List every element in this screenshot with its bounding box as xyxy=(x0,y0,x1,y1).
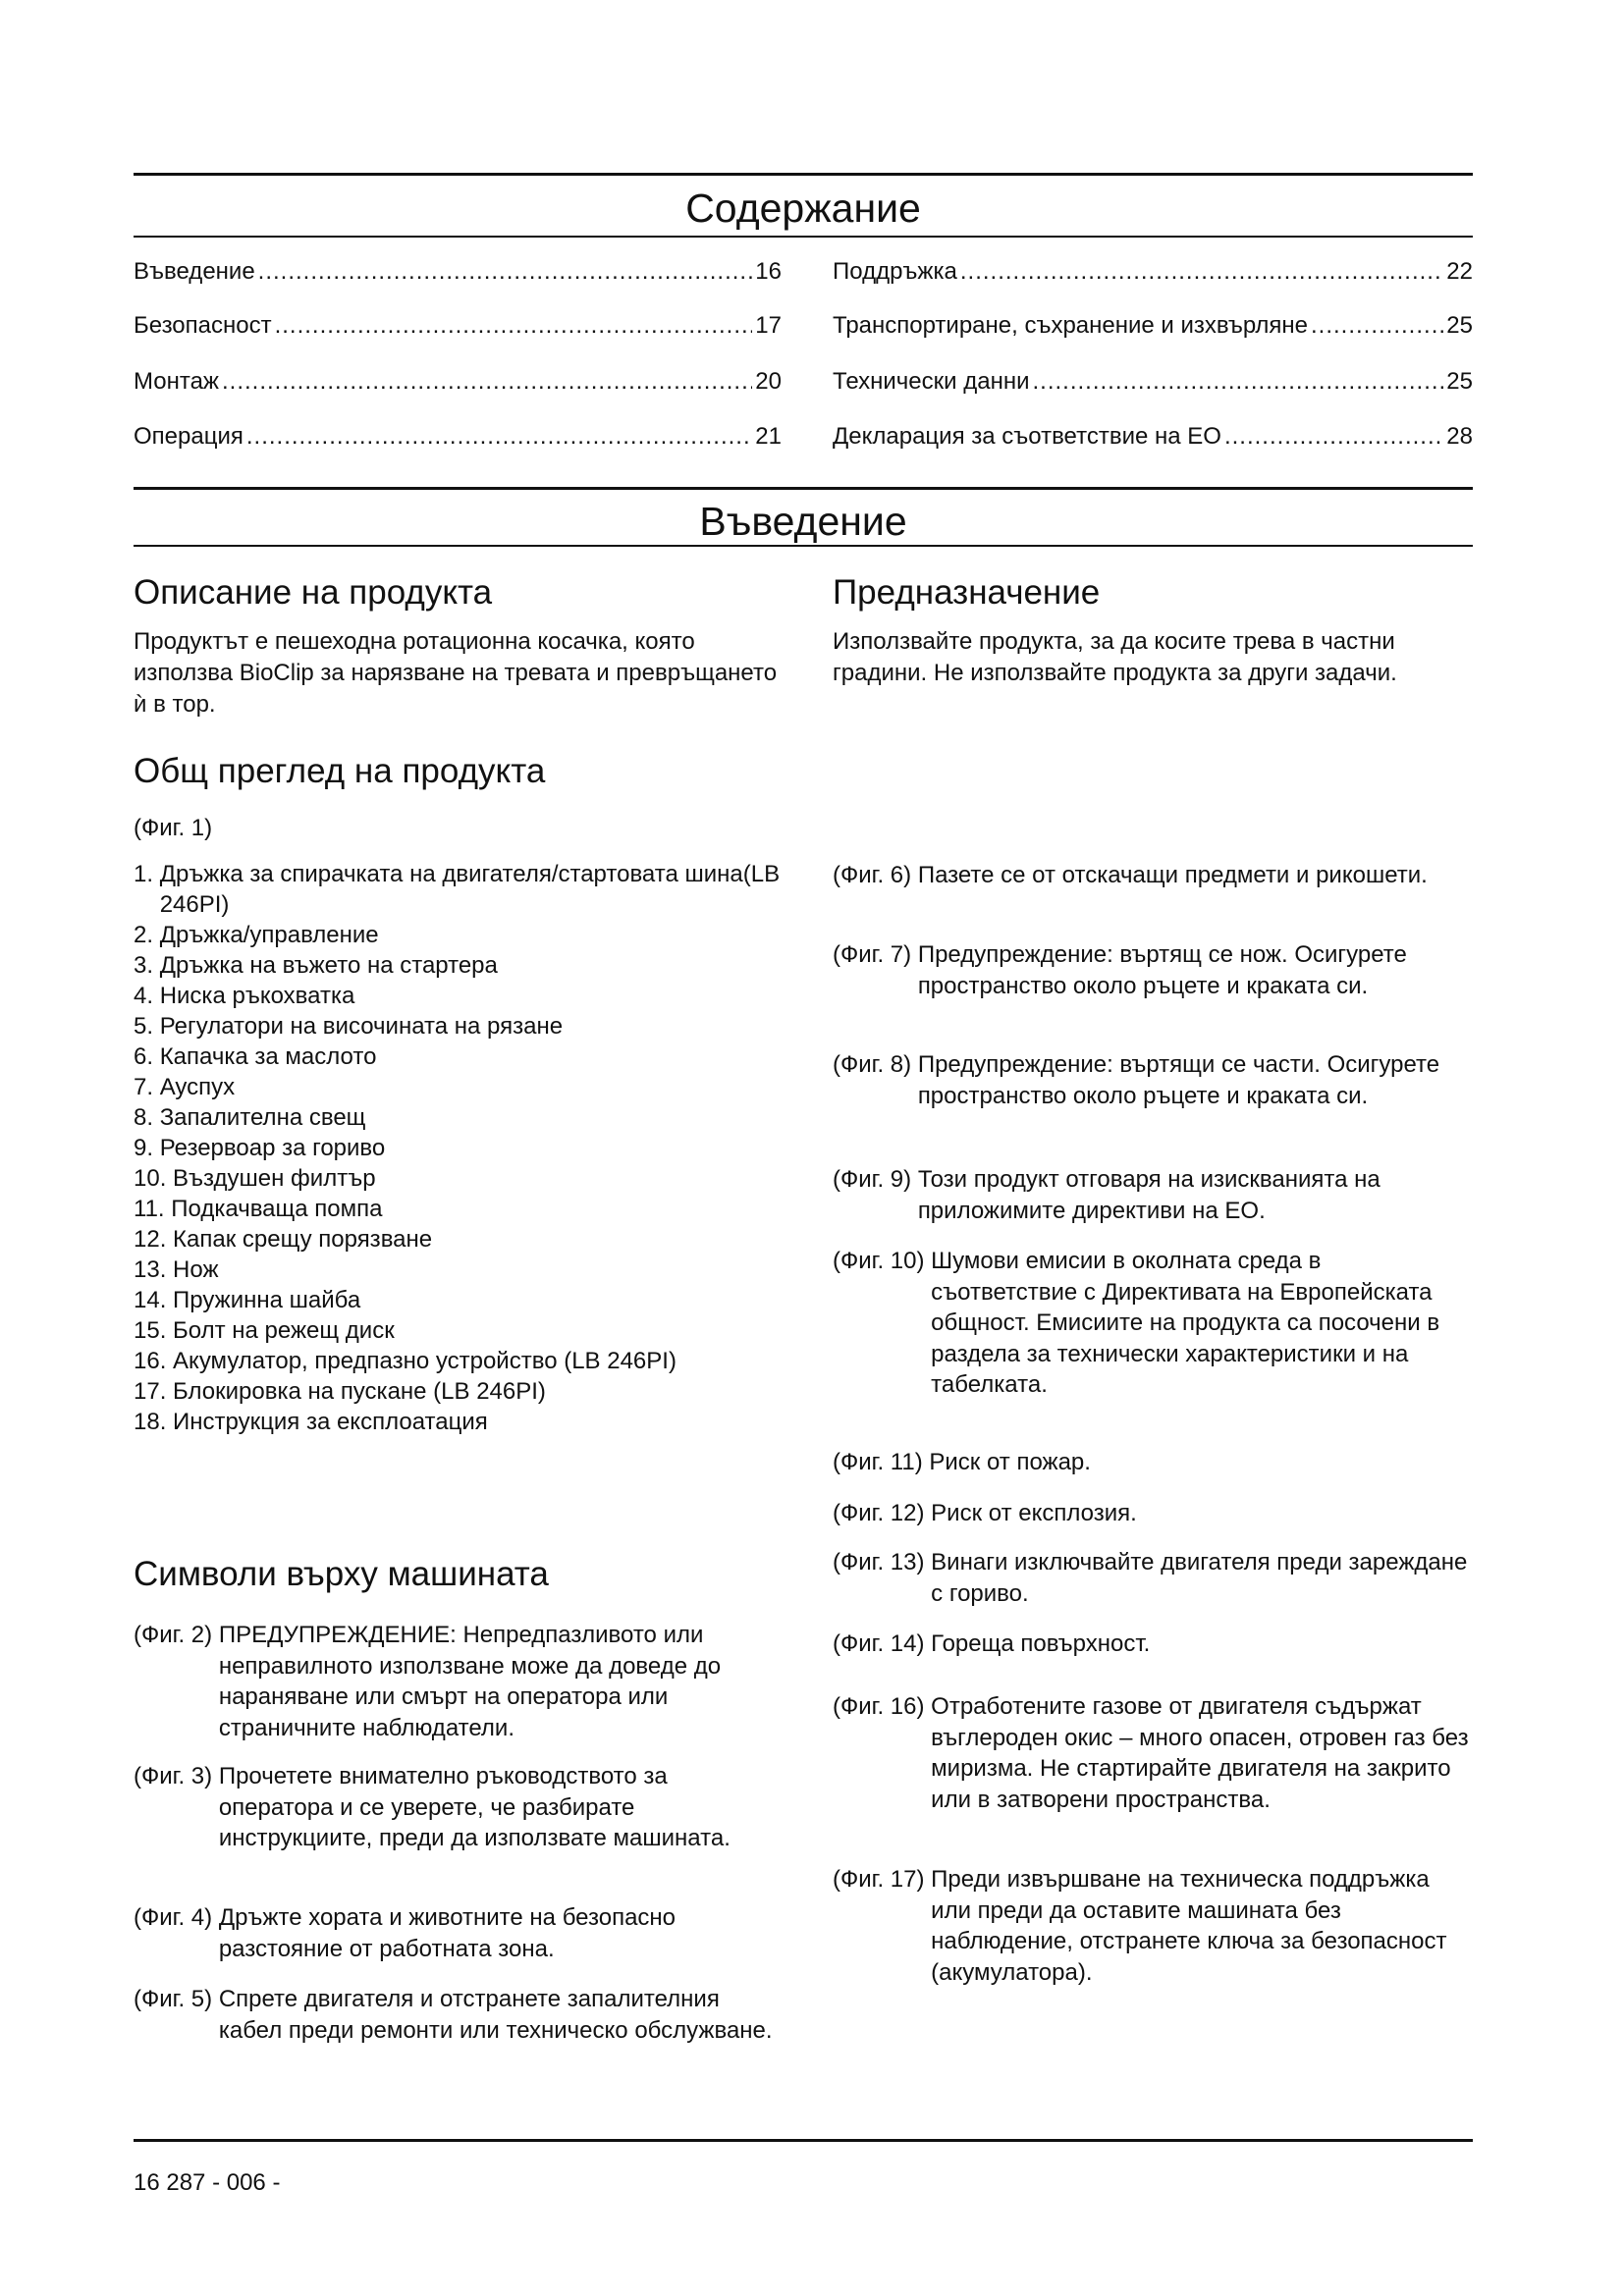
list-item-text: Ниска ръкохватка xyxy=(159,983,355,1009)
toc-entry[interactable] xyxy=(134,425,782,449)
symbol-figref: (Фиг. 5) xyxy=(134,1986,219,2012)
list-item xyxy=(134,1255,782,1285)
toc-entry-label: Поддръжка xyxy=(833,258,957,285)
page-footer: 16 287 - 006 - xyxy=(134,2169,281,2196)
list-item xyxy=(134,859,782,920)
symbol-figref: (Фиг. 8) xyxy=(833,1051,918,1078)
list-item xyxy=(134,981,782,1011)
list-item-text: Капачка за маслото xyxy=(159,1043,377,1070)
symbol-entry xyxy=(134,1620,782,1743)
list-item-number: 17. xyxy=(134,1378,167,1405)
intro-bottom-rule xyxy=(134,545,1473,547)
list-item xyxy=(134,1102,782,1133)
toc-dot-leader xyxy=(960,260,1443,284)
symbol-text: Предупреждение: въртящи се части. Осигурете пространство около ръцете и краката си. xyxy=(917,1051,1440,1109)
list-item-number: 14. xyxy=(134,1287,167,1313)
symbol-figref: (Фиг. 4) xyxy=(134,1904,219,1931)
toc-entry-page: 17 xyxy=(755,312,782,339)
product-description-text: Продуктът е пешеходна ротационна косачка, която използва BioClip за нарязване на тревата и превръщането ѝ в тор. xyxy=(134,628,778,718)
symbol-entry xyxy=(833,1164,1473,1226)
symbol-text: Предупреждение: въртящ се нож. Осигурете пространство около ръцете и краката си. xyxy=(917,941,1407,999)
list-item-number: 6. xyxy=(134,1043,154,1070)
product-description-heading: Описание на продукта xyxy=(134,573,493,612)
toc-dot-leader xyxy=(1311,314,1443,338)
symbol-entry xyxy=(833,939,1473,1001)
list-item-number: 10. xyxy=(134,1165,167,1192)
list-item-text: Въздушен филтър xyxy=(173,1165,376,1192)
symbol-entry xyxy=(833,1547,1473,1609)
list-item xyxy=(134,1041,782,1072)
list-item-number: 11. xyxy=(134,1196,165,1222)
purpose-text: Използвайте продукта, за да косите трева в частни градини. Не използвайте продукта за други задачи. xyxy=(833,628,1397,686)
list-item xyxy=(134,950,782,981)
list-item-text: Подкачваща помпа xyxy=(171,1196,383,1222)
footer-rule xyxy=(134,2139,1473,2142)
list-item-number: 5. xyxy=(134,1013,154,1040)
list-item-text: Запалителна свещ xyxy=(159,1104,366,1131)
symbol-text: Шумови емисии в околната среда в съответствие с Директивата на Европейската общност. Емисиите на продукта са посочени в раздела за технически характеристики и на табелката. xyxy=(931,1248,1440,1398)
list-item-number: 16. xyxy=(134,1348,167,1374)
list-item xyxy=(134,1224,782,1255)
symbol-entry xyxy=(833,1498,1473,1529)
list-item xyxy=(134,1346,782,1376)
symbol-figref: (Фиг. 3) xyxy=(134,1763,219,1789)
list-item xyxy=(134,1072,782,1102)
list-item xyxy=(134,1133,782,1163)
symbol-figref: (Фиг. 16) xyxy=(833,1693,932,1720)
toc-entry[interactable] xyxy=(833,425,1473,449)
symbol-entry xyxy=(833,1246,1473,1401)
toc-entry-page: 25 xyxy=(1446,312,1473,339)
symbol-text: Прочетете внимателно ръководството за оператора и се уверете, че разбирате инструкциите, преди да използвате машината. xyxy=(218,1763,731,1851)
list-item xyxy=(134,1011,782,1041)
list-item xyxy=(134,1315,782,1346)
list-item xyxy=(134,1285,782,1315)
symbol-figref: (Фиг. 2) xyxy=(134,1622,219,1648)
list-item-text: Акумулатор, предпазно устройство (LB 246PI) xyxy=(173,1348,677,1374)
toc-entry[interactable] xyxy=(833,314,1473,338)
list-item-number: 2. xyxy=(134,922,154,948)
product-overview-heading: Общ преглед на продукта xyxy=(134,752,546,790)
symbol-text: Риск от пожар. xyxy=(929,1449,1091,1475)
list-item-text: Блокировка на пускане (LB 246PI) xyxy=(173,1378,546,1405)
product-overview-list xyxy=(134,859,782,1437)
symbol-figref: (Фиг. 7) xyxy=(833,941,918,968)
toc-entry-label: Транспортиране, съхранение и изхвърляне xyxy=(833,312,1308,339)
symbol-figref: (Фиг. 10) xyxy=(833,1248,932,1274)
toc-entry[interactable] xyxy=(833,370,1473,394)
list-item-number: 9. xyxy=(134,1135,154,1161)
list-item xyxy=(134,1407,782,1437)
toc-entry-label: Технически данни xyxy=(833,368,1030,395)
list-item-text: Резервоар за гориво xyxy=(159,1135,386,1161)
toc-entry[interactable] xyxy=(134,370,782,394)
symbol-text: ПРЕДУПРЕЖДЕНИЕ: Непредпазливото или неправилното използване може да доведе до нараняване или смърт на оператора или страничните наблюдатели. xyxy=(218,1622,722,1741)
intro-title: Въведение xyxy=(699,499,907,544)
symbol-figref: (Фиг. 13) xyxy=(833,1549,932,1575)
toc-dot-leader xyxy=(1224,425,1443,449)
list-item-number: 8. xyxy=(134,1104,154,1131)
toc-entry-page: 28 xyxy=(1446,423,1473,450)
symbol-entry xyxy=(134,1984,782,2046)
toc-entry-label: Операция xyxy=(134,423,244,450)
toc-entry[interactable] xyxy=(833,260,1473,284)
list-item-number: 13. xyxy=(134,1256,167,1283)
symbol-entry xyxy=(833,1447,1473,1478)
list-item-number: 1. xyxy=(134,861,154,887)
list-item-text: Нож xyxy=(173,1256,219,1283)
symbol-figref: (Фиг. 11) xyxy=(833,1449,930,1475)
toc-entry-page: 22 xyxy=(1446,258,1473,285)
list-item-number: 7. xyxy=(134,1074,154,1100)
toc-entry-label: Декларация за съответствие на ЕО xyxy=(833,423,1221,450)
symbol-text: Пазете се от отскачащи предмети и рикошети. xyxy=(917,862,1428,888)
list-item-number: 4. xyxy=(134,983,154,1009)
list-item xyxy=(134,1194,782,1224)
symbol-figref: (Фиг. 17) xyxy=(833,1866,932,1893)
toc-title: Содержание xyxy=(685,186,921,231)
list-item-number: 3. xyxy=(134,952,154,979)
list-item-text: Ауспух xyxy=(159,1074,236,1100)
list-item-text: Дръжка/управление xyxy=(159,922,379,948)
list-item-text: Дръжка за спирачката на двигателя/стартовата шина(LB 246PI) xyxy=(159,861,781,918)
symbol-text: Спрете двигателя и отстранете запалителния кабел преди ремонти или техническо обслужване. xyxy=(218,1986,773,2044)
list-item-text: Регулатори на височината на рязане xyxy=(159,1013,564,1040)
symbol-entry xyxy=(833,1629,1473,1660)
toc-entry-page: 20 xyxy=(755,368,782,395)
symbol-text: Отработените газове от двигателя съдържат въглероден окис – много опасен, отровен газ без миризма. Не стартирайте двигателя на закрито или в затворени пространства. xyxy=(931,1693,1469,1813)
list-item-text: Болт на режещ диск xyxy=(173,1317,395,1344)
toc-dot-leader xyxy=(258,260,753,284)
intro-top-rule xyxy=(134,487,1473,490)
symbol-text: Преди извършване на техническа поддръжка или преди да оставите машината без наблюдение, отстранете ключа за безопасност (акумулатора). xyxy=(931,1866,1447,1986)
list-item-text: Инструкция за експлоатация xyxy=(173,1409,488,1435)
toc-dot-leader xyxy=(246,425,752,449)
toc-dot-leader xyxy=(222,370,752,394)
toc-entry-label: Монтаж xyxy=(134,368,219,395)
symbol-text: Винаги изключвайте двигателя преди зареждане с гориво. xyxy=(931,1549,1468,1607)
toc-entry-page: 25 xyxy=(1446,368,1473,395)
symbol-text: Гореща повърхност. xyxy=(931,1630,1151,1657)
toc-entry[interactable] xyxy=(134,260,782,284)
symbol-figref: (Фиг. 12) xyxy=(833,1500,932,1526)
product-overview-figref: (Фиг. 1) xyxy=(134,815,213,841)
toc-entry-page: 21 xyxy=(755,423,782,450)
symbol-entry xyxy=(833,1691,1473,1815)
symbols-heading: Символи върху машината xyxy=(134,1555,549,1593)
list-item xyxy=(134,920,782,950)
purpose-heading: Предназначение xyxy=(833,573,1101,612)
toc-bottom-rule xyxy=(134,236,1473,238)
toc-dot-leader xyxy=(275,314,753,338)
toc-entry-label: Въведение xyxy=(134,258,255,285)
symbol-entry xyxy=(833,1864,1473,1988)
symbol-figref: (Фиг. 9) xyxy=(833,1166,918,1193)
list-item-number: 12. xyxy=(134,1226,167,1253)
symbol-entry xyxy=(134,1761,782,1854)
toc-entry-label: Безопасност xyxy=(134,312,272,339)
list-item-text: Дръжка на въжето на стартера xyxy=(159,952,498,979)
symbol-text: Този продукт отговаря на изискванията на приложимите директиви на ЕО. xyxy=(917,1166,1380,1224)
list-item xyxy=(134,1376,782,1407)
list-item-number: 15. xyxy=(134,1317,167,1344)
toc-dot-leader xyxy=(1032,370,1443,394)
list-item xyxy=(134,1163,782,1194)
toc-top-rule xyxy=(134,173,1473,176)
symbol-text: Риск от експлозия. xyxy=(931,1500,1137,1526)
symbol-entry xyxy=(833,1049,1473,1111)
symbol-entry xyxy=(833,860,1473,891)
list-item-text: Пружинна шайба xyxy=(173,1287,361,1313)
symbol-figref: (Фиг. 14) xyxy=(833,1630,932,1657)
toc-entry[interactable] xyxy=(134,314,782,338)
symbol-text: Дръжте хората и животните на безопасно разстояние от работната зона. xyxy=(218,1904,677,1962)
list-item-number: 18. xyxy=(134,1409,167,1435)
symbol-entry xyxy=(134,1902,782,1964)
toc-entry-page: 16 xyxy=(755,258,782,285)
list-item-text: Капак срещу порязване xyxy=(173,1226,433,1253)
symbol-figref: (Фиг. 6) xyxy=(833,862,918,888)
